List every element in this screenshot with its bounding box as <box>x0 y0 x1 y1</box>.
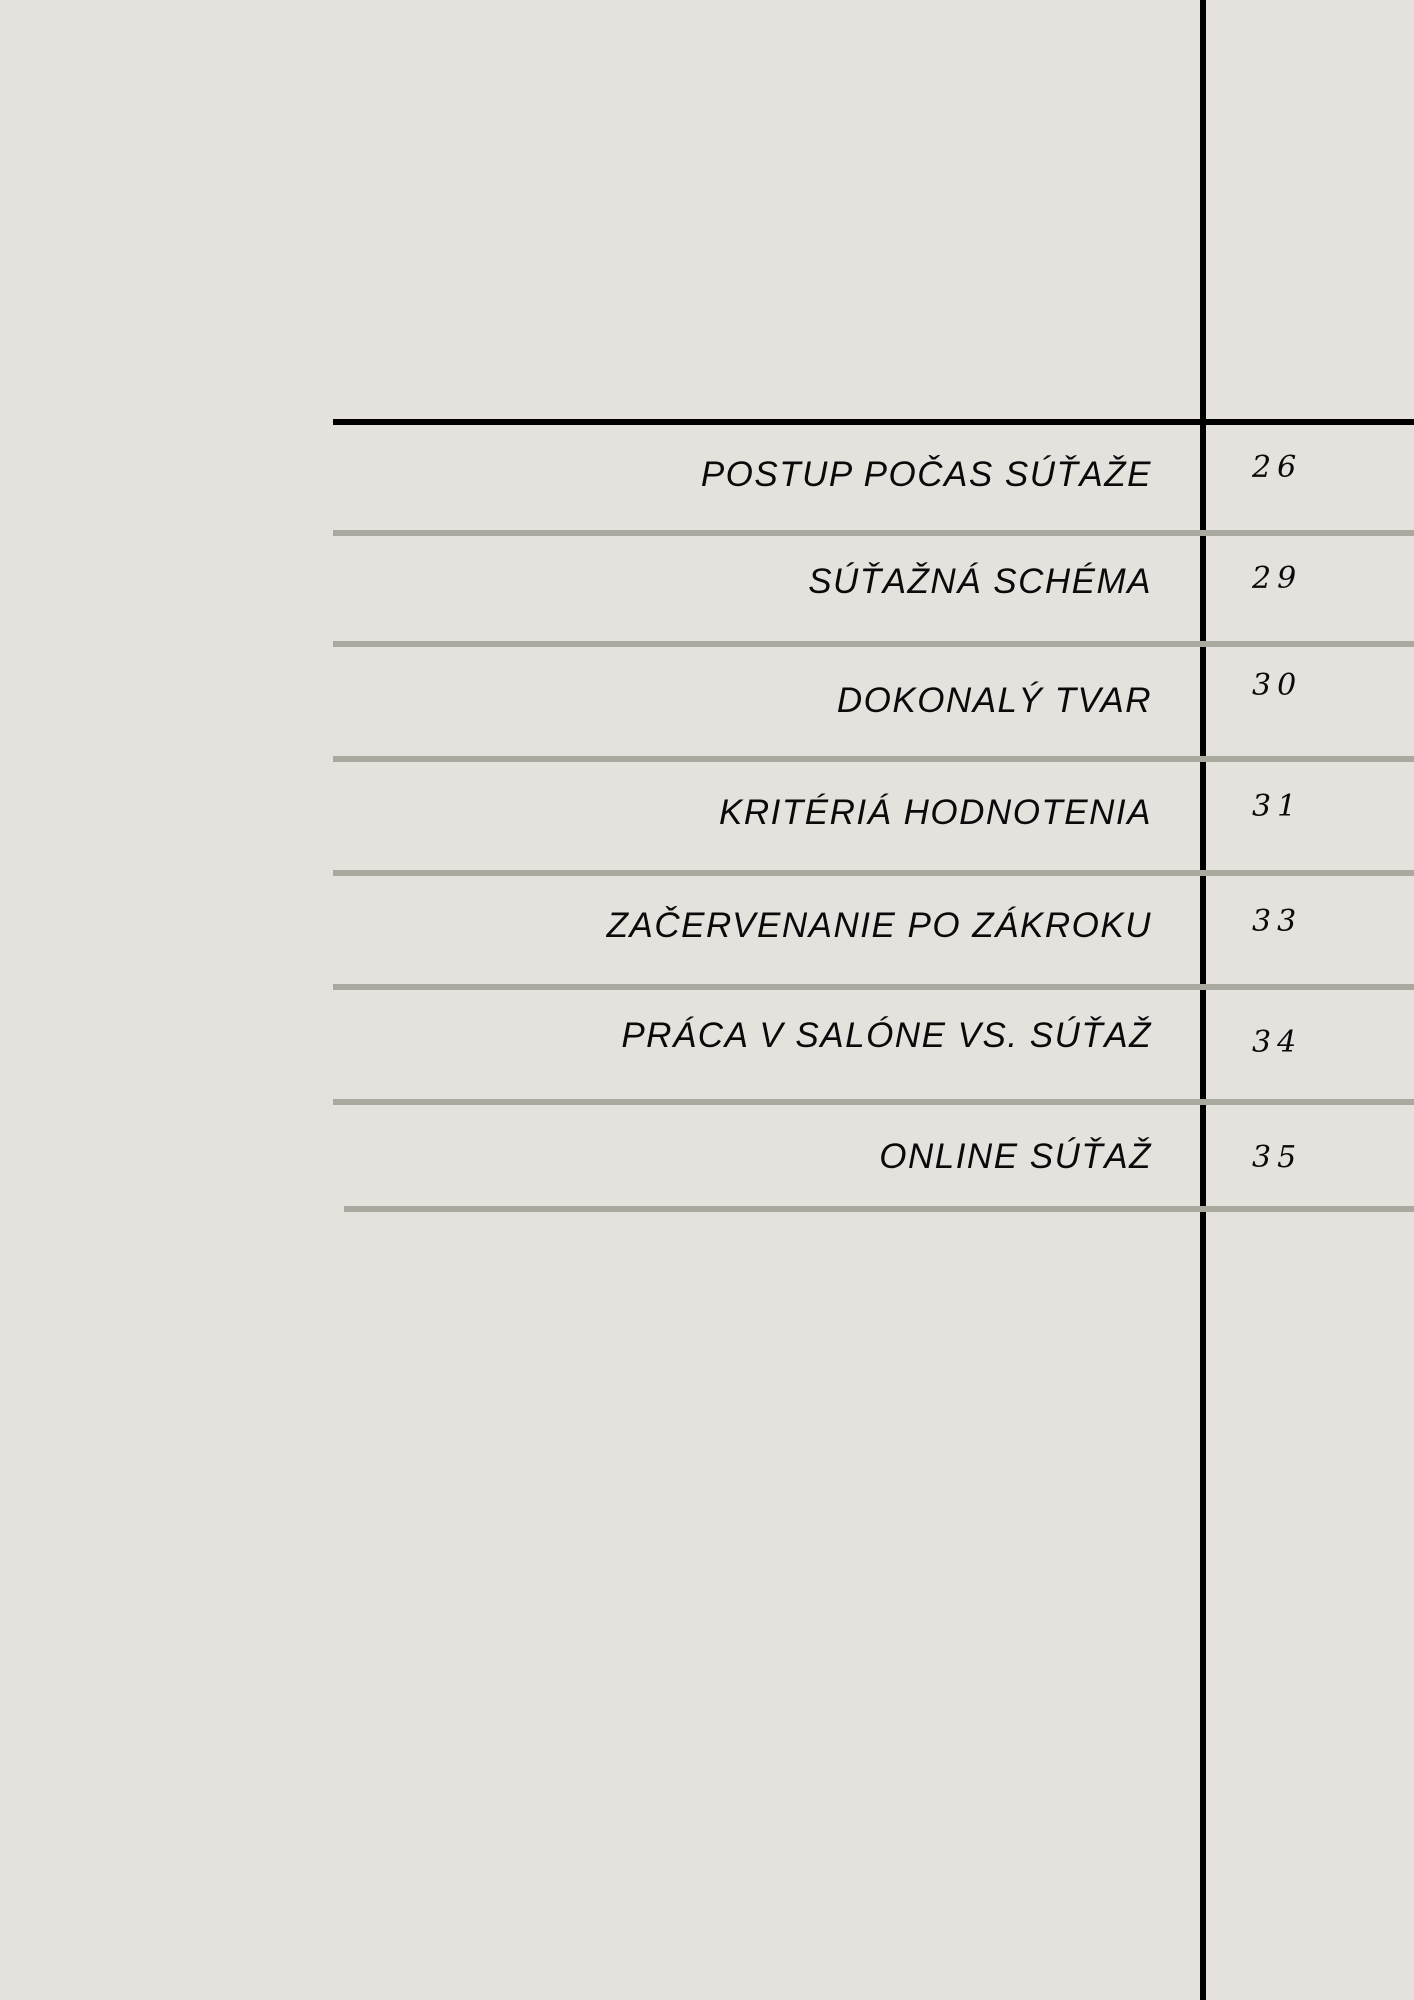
toc-entry-page: 33 <box>1252 904 1303 939</box>
toc-top-rule <box>333 419 1414 425</box>
toc-entry-page: 35 <box>1252 1140 1303 1175</box>
toc-entry-page: 26 <box>1252 450 1303 485</box>
toc-entry-page: 29 <box>1252 561 1303 596</box>
toc-row-divider <box>333 756 1414 762</box>
toc-entry-title: KRITÉRIÁ HODNOTENIA <box>719 793 1152 832</box>
toc-entry-title: ONLINE SÚŤAŽ <box>879 1137 1152 1176</box>
vertical-divider <box>1200 0 1206 2000</box>
toc-row-divider <box>333 1099 1414 1105</box>
toc-entry-title: ZAČERVENANIE PO ZÁKROKU <box>606 906 1152 945</box>
toc-bottom-rule <box>344 1206 1414 1212</box>
toc-row-divider <box>333 641 1414 647</box>
toc-entry-title: DOKONALÝ TVAR <box>836 681 1152 720</box>
toc-entry-page: 34 <box>1252 1025 1303 1060</box>
toc-entry-title: SÚŤAŽNÁ SCHÉMA <box>808 562 1152 601</box>
toc-entry-page: 31 <box>1252 789 1303 824</box>
toc-entry-page: 30 <box>1252 668 1303 703</box>
toc-row-divider <box>333 984 1414 990</box>
toc-entry-title: PRÁCA V SALÓNE VS. SÚŤAŽ <box>621 1016 1152 1055</box>
toc-row-divider <box>333 530 1414 536</box>
toc-entry-title: POSTUP POČAS SÚŤAŽE <box>700 455 1152 494</box>
toc-row-divider <box>333 870 1414 876</box>
